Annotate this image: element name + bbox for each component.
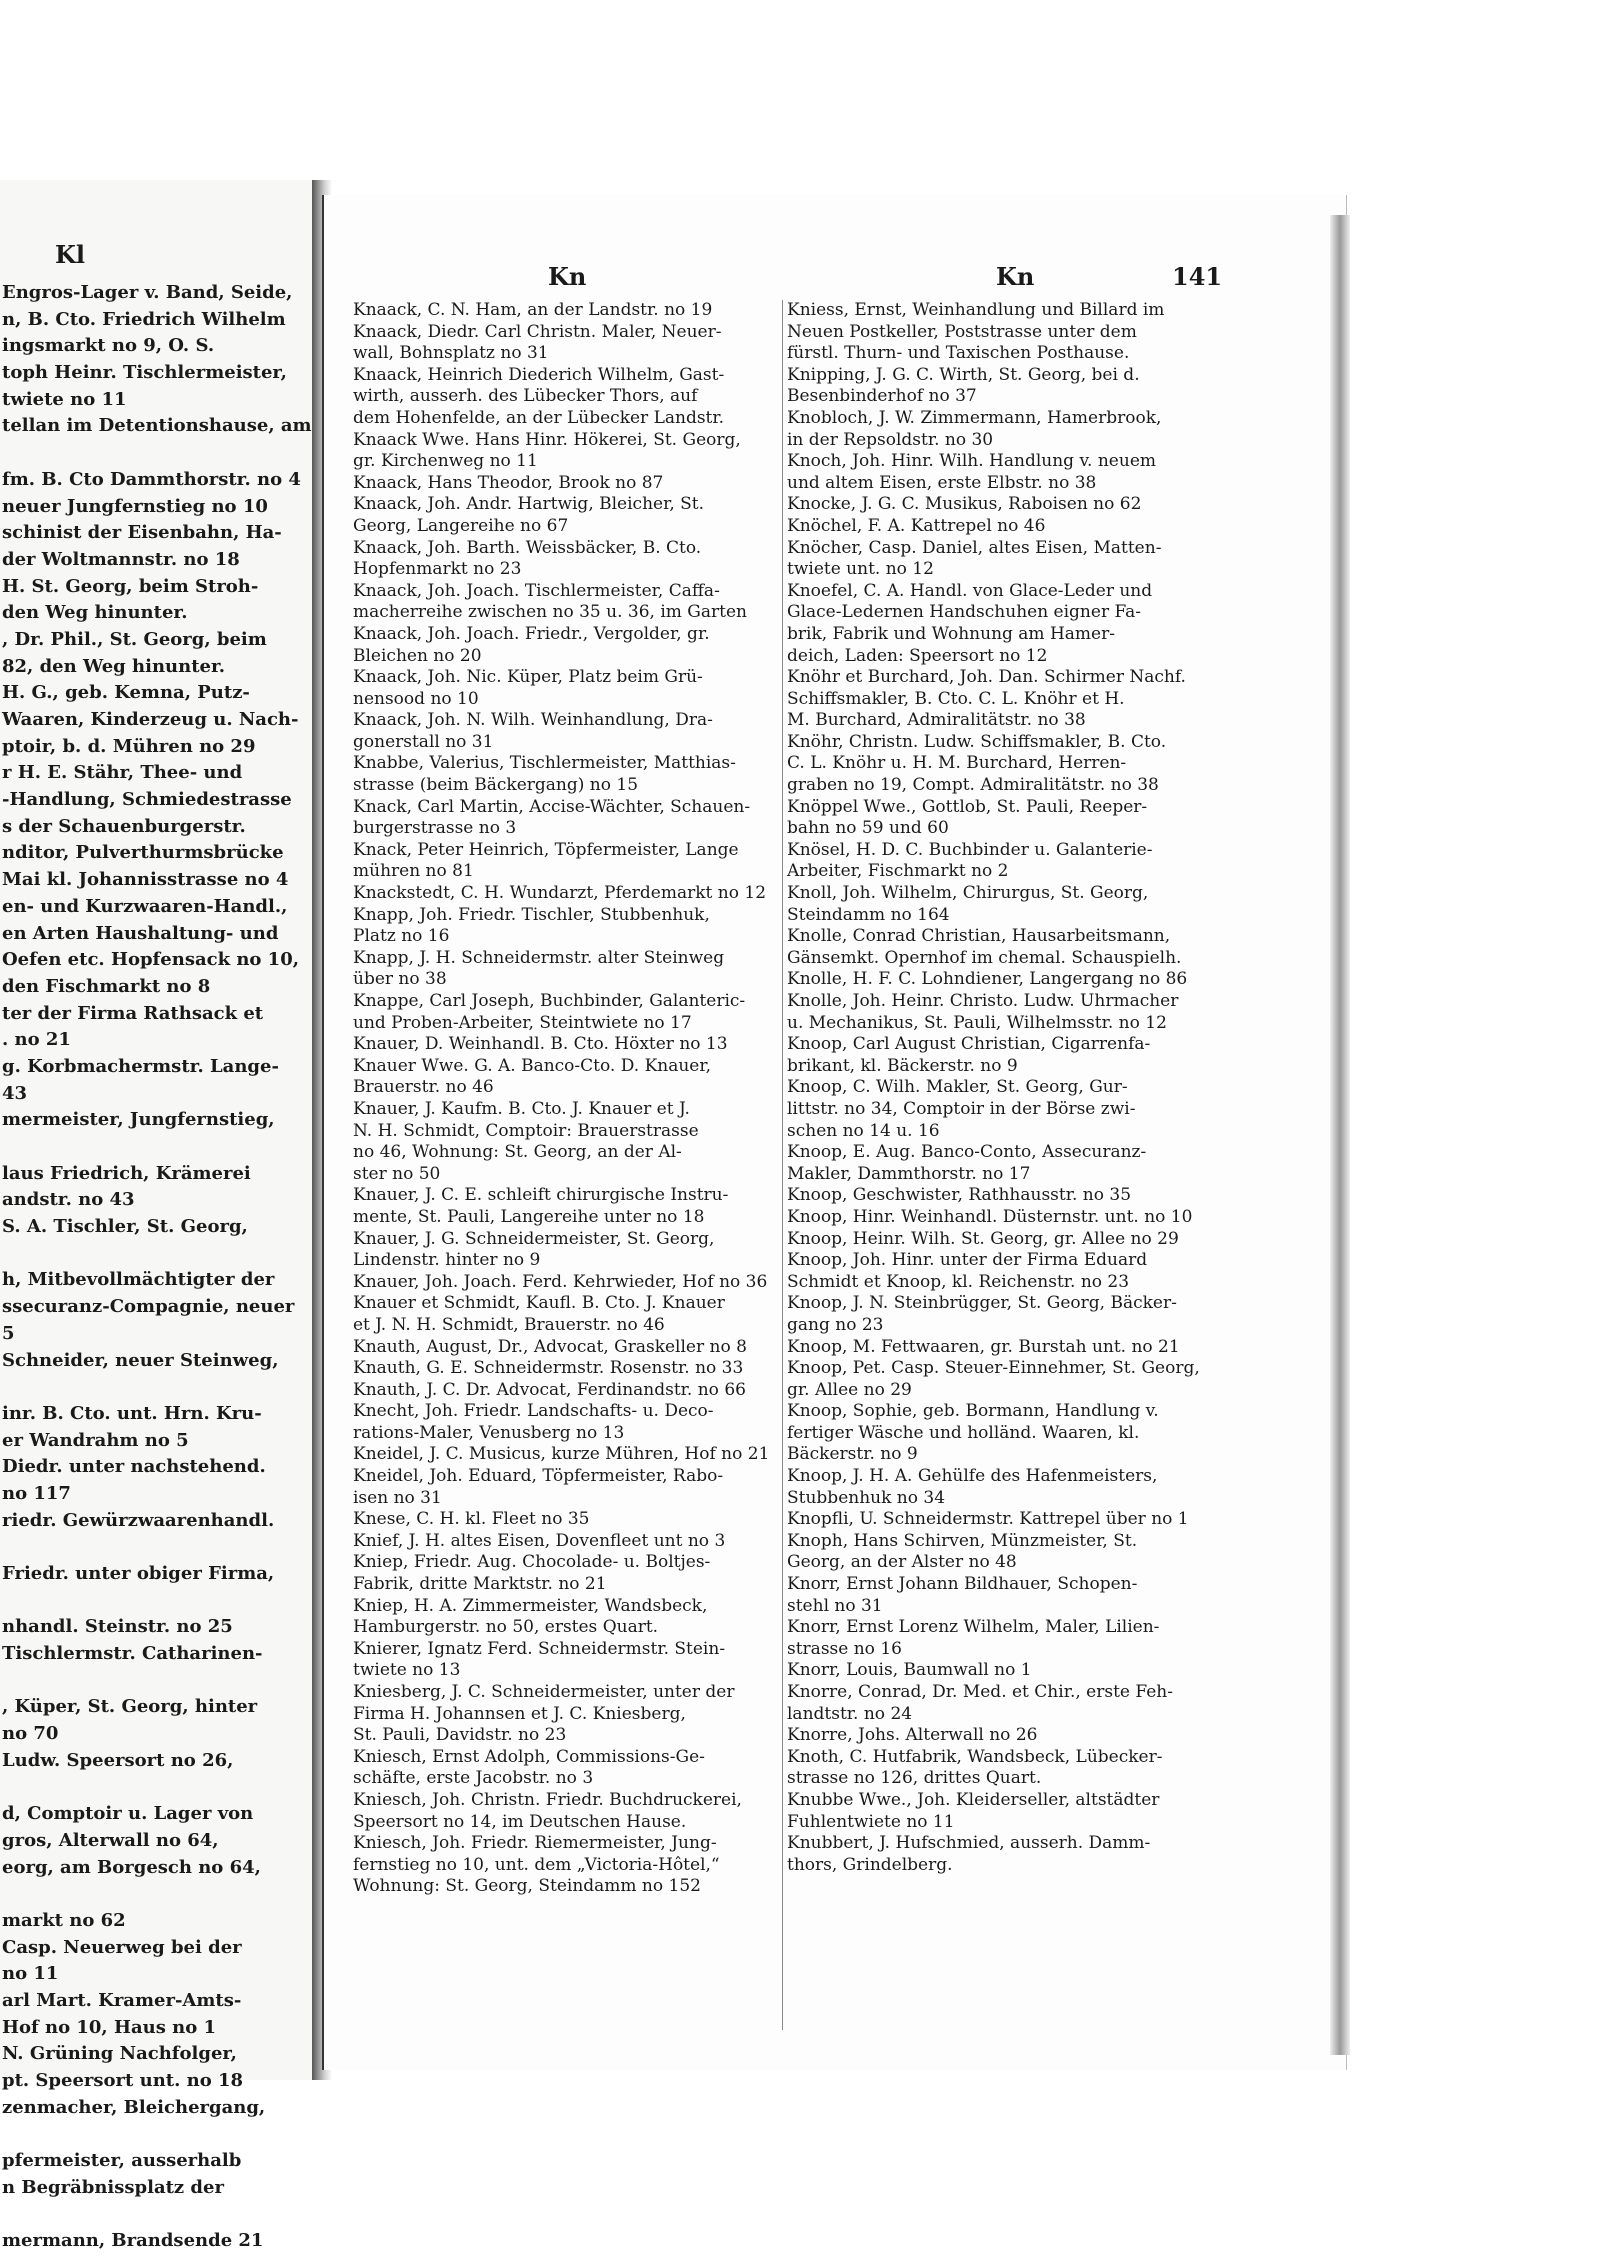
directory-entry-line: Schneider, neuer Steinweg,	[2, 1349, 279, 1371]
directory-entry-line: M. Burchard, Admiralitätstr. no 38	[787, 710, 1086, 731]
directory-entry-line: brikant, kl. Bäckerstr. no 9	[787, 1055, 1018, 1076]
directory-entry-line: , Dr. Phil., St. Georg, beim	[2, 628, 267, 650]
directory-entry-line: fm. B. Cto Dammthorstr. no 4	[2, 468, 301, 490]
directory-entry-line: mermeister, Jungfernstieg,	[2, 1109, 275, 1131]
directory-entry-line: C. L. Knöhr u. H. M. Burchard, Herren-	[787, 753, 1127, 774]
directory-entry-line: Makler, Dammthorstr. no 17	[787, 1163, 1031, 1184]
directory-entry-line: landtstr. no 24	[787, 1703, 913, 1724]
directory-entry-line: Knubbert, J. Hufschmied, ausserh. Damm-	[787, 1833, 1151, 1854]
directory-entry-line: ingsmarkt no 9, O. S.	[2, 335, 215, 357]
directory-entry-line: Knauer, J. C. E. schleift chirurgische Instru-	[353, 1185, 729, 1206]
directory-entry-line: Fuhlentwiete no 11	[787, 1811, 955, 1832]
directory-entry-line: arl Mart. Kramer-Amts-	[2, 1990, 242, 2011]
directory-entry-line: Hamburgerstr. no 50, erstes Quart.	[353, 1617, 659, 1638]
directory-entry-line: fertiger Wäsche und holländ. Waaren, kl.	[787, 1422, 1140, 1443]
directory-entry-line: Wohnung: St. Georg, Steindamm no 152	[353, 1876, 701, 1897]
directory-entry-line: wirth, ausserh. des Lübecker Thors, auf	[353, 386, 698, 407]
directory-entry-line: Knoop, Hinr. Weinhandl. Düsternstr. unt. no 10	[787, 1206, 1193, 1227]
directory-entry-line: pfermeister, ausserhalb	[2, 2150, 242, 2172]
directory-entry-line: über no 38	[353, 969, 447, 990]
directory-entry-line: Knief, J. H. altes Eisen, Dovenfleet unt no 3	[353, 1530, 726, 1551]
directory-entry-line: Knaack, Diedr. Carl Christn. Maler, Neuer-	[353, 321, 722, 342]
directory-entry-line: Knöhr, Christn. Ludw. Schiffsmakler, B. Cto.	[787, 731, 1167, 752]
directory-entry-line: Knobloch, J. W. Zimmermann, Hamerbrook,	[787, 407, 1162, 428]
directory-entry-line: Knolle, Conrad Christian, Hausarbeitsmann,	[787, 926, 1171, 947]
directory-entry-line: d, Comptoir u. Lager von	[2, 1803, 254, 1825]
directory-entry-line: Knoop, Joh. Hinr. unter der Firma Eduard	[787, 1250, 1148, 1271]
directory-entry-line: Tischlermstr. Catharinen-	[2, 1643, 263, 1665]
directory-entry-line: Knoop, J. H. A. Gehülfe des Hafenmeisters,	[787, 1466, 1158, 1487]
directory-entry-line: 5	[2, 1322, 15, 1344]
directory-entry-line: Hof no 10, Haus no 1	[2, 2016, 217, 2038]
directory-entry-line: Fabrik, dritte Marktstr. no 21	[353, 1574, 607, 1595]
directory-entry-line: und altem Eisen, erste Elbstr. no 38	[787, 472, 1097, 493]
directory-entry-line: Knierer, Ignatz Ferd. Schneidermstr. Stein-	[353, 1638, 726, 1659]
directory-entry-line	[2, 1374, 332, 1401]
directory-entry-line: zenmacher, Bleichergang,	[2, 2096, 266, 2118]
header-mid-letters: Kn	[996, 262, 1035, 291]
directory-entry-line: schinist der Eisenbahn, Ha-	[2, 522, 282, 544]
directory-entry-line: no 11	[2, 1963, 59, 1985]
directory-entry-line: Knöppel Wwe., Gottlob, St. Pauli, Reeper-	[787, 796, 1148, 817]
directory-entry-line: Knack, Peter Heinrich, Töpfermeister, Lange	[353, 839, 739, 860]
directory-entry-line: Neuen Postkeller, Poststrasse unter dem	[787, 321, 1137, 342]
directory-entry-line: Knorr, Ernst Johann Bildhauer, Schopen-	[787, 1574, 1138, 1595]
directory-entry-line: Knaack, Joh. Andr. Hartwig, Bleicher, St.	[353, 494, 705, 515]
directory-entry-line: N. H. Schmidt, Comptoir: Brauerstrasse	[353, 1120, 699, 1141]
directory-entry-line: H. G., geb. Kemna, Putz-	[2, 682, 250, 704]
directory-entry-line: twiete no 11	[2, 388, 127, 410]
directory-entry-line: Knorr, Ernst Lorenz Wilhelm, Maler, Lilien-	[787, 1617, 1160, 1638]
directory-entry-line: ssecuranz-Compagnie, neuer	[2, 1296, 295, 1318]
directory-entry-line: r H. E. Stähr, Thee- und	[2, 762, 243, 784]
directory-entry-line: rations-Maler, Venusberg no 13	[353, 1422, 625, 1443]
directory-entry-line: den Weg hinunter.	[2, 602, 188, 624]
directory-entry-line: Knocke, J. G. C. Musikus, Raboisen no 62	[787, 494, 1142, 515]
left-page-text	[2, 280, 332, 2255]
directory-entry-line: neuer Jungfernstieg no 10	[2, 495, 268, 517]
header-left-letters: Kn	[548, 262, 587, 291]
directory-entry-line: brik, Fabrik und Wohnung am Hamer-	[787, 623, 1115, 644]
directory-entry-line: Knaack, Heinrich Diederich Wilhelm, Gast-	[353, 364, 725, 385]
directory-entry-line: burgerstrasse no 3	[353, 818, 517, 839]
directory-entry-line: Mai kl. Johannisstrasse no 4	[2, 869, 289, 891]
directory-entry-line: Kneidel, Joh. Eduard, Töpfermeister, Rabo-	[353, 1466, 724, 1487]
column-divider	[782, 300, 783, 2030]
directory-entry-line: ptoir, b. d. Mühren no 29	[2, 735, 256, 757]
directory-entry-line: Knoop, C. Wilh. Makler, St. Georg, Gur-	[787, 1077, 1128, 1098]
directory-entry-line: en Arten Haushaltung- und	[2, 922, 279, 944]
directory-entry-line	[2, 1775, 332, 1802]
directory-entry-line: Engros-Lager v. Band, Seide,	[2, 282, 293, 303]
directory-entry-line	[2, 1588, 332, 1615]
directory-entry-line: Stubbenhuk no 34	[787, 1487, 946, 1508]
directory-entry-line: thors, Grindelberg.	[787, 1854, 953, 1875]
directory-entry-line: Diedr. unter nachstehend.	[2, 1456, 266, 1478]
directory-entry-line: mente, St. Pauli, Langereihe unter no 18	[353, 1206, 705, 1227]
directory-entry-line: Casp. Neuerweg bei der	[2, 1936, 242, 1958]
directory-entry-line: gr. Allee no 29	[787, 1379, 912, 1400]
directory-entry-line: Firma H. Johannsen et J. C. Kniesberg,	[353, 1703, 686, 1724]
directory-entry-line: Knoth, C. Hutfabrik, Wandsbeck, Lübecker-	[787, 1746, 1163, 1767]
directory-entry-line: littstr. no 34, Comptoir in der Börse zwi-	[787, 1098, 1136, 1119]
directory-entry-line: Steindamm no 164	[787, 904, 950, 925]
directory-entry-line: Knolle, Joh. Heinr. Christo. Ludw. Uhrmacher	[787, 991, 1179, 1011]
directory-entry-line: Knabbe, Valerius, Tischlermeister, Matthias-	[353, 753, 736, 774]
directory-entry-line: Kneidel, J. C. Musicus, kurze Mühren, Hof no 21	[353, 1444, 770, 1465]
directory-entry-line: Bleichen no 20	[353, 645, 482, 666]
directory-entry-line: Knaack Wwe. Hans Hinr. Hökerei, St. Georg,	[353, 429, 741, 450]
directory-entry-line: gang no 23	[787, 1314, 884, 1335]
directory-entry-line: Knaack, Joh. Nic. Küper, Platz beim Grü-	[353, 667, 703, 688]
directory-entry-line: Knauer, J. G. Schneidermeister, St. Georg,	[353, 1228, 715, 1249]
directory-entry-line: laus Friedrich, Krämerei	[2, 1162, 251, 1184]
directory-entry-line: Georg, Langereihe no 67	[353, 515, 569, 536]
directory-entry-line: ter der Firma Rathsack et	[2, 1002, 264, 1024]
directory-entry-line: Knorre, Johs. Alterwall no 26	[787, 1725, 1038, 1746]
directory-entry-line: wall, Bohnsplatz no 31	[353, 343, 549, 364]
directory-column-right	[787, 300, 1212, 1876]
directory-entry-line: Knoefel, C. A. Handl. von Glace-Leder und	[787, 580, 1153, 601]
directory-entry-line: Kniesch, Joh. Friedr. Riemermeister, Jung-	[353, 1833, 717, 1854]
directory-entry-line: N. Grüning Nachfolger,	[2, 2043, 237, 2065]
directory-entry-line: nditor, Pulverthurmsbrücke	[2, 842, 284, 864]
directory-entry-line: Ludw. Speersort no 26,	[2, 1749, 234, 1771]
directory-entry-line: Knorr, Louis, Baumwall no 1	[787, 1660, 1032, 1681]
directory-entry-line: . no 21	[2, 1029, 71, 1051]
directory-entry-line: h, Mitbevollmächtigter der	[2, 1269, 275, 1291]
directory-entry-line: Georg, an der Alster no 48	[787, 1552, 1017, 1573]
directory-entry-line: Knaack, C. N. Ham, an der Landstr. no 19	[353, 300, 713, 320]
directory-entry-line: en- und Kurzwaaren-Handl.,	[2, 895, 288, 917]
directory-entry-line: Gänsemkt. Opernhof im chemal. Schauspielh.	[787, 947, 1182, 968]
directory-entry-line	[2, 1534, 332, 1561]
directory-entry-line: Knauer, Joh. Joach. Ferd. Kehrwieder, Hof no 36	[353, 1271, 768, 1292]
directory-entry-line: Knaack, Joh. Barth. Weissbäcker, B. Cto.	[353, 537, 702, 558]
directory-entry-line: stehl no 31	[787, 1595, 883, 1616]
directory-entry-line: macherreihe zwischen no 35 u. 36, im Garten	[353, 602, 747, 623]
directory-entry-line: gonerstall no 31	[353, 731, 494, 752]
directory-entry-line: , Küper, St. Georg, hinter	[2, 1696, 258, 1718]
directory-entry-line: Knecht, Joh. Friedr. Landschafts- u. Deco-	[353, 1401, 714, 1422]
directory-entry-line: der Woltmannstr. no 18	[2, 548, 240, 570]
directory-entry-line: Schiffsmakler, B. Cto. C. L. Knöhr et H.	[787, 688, 1125, 709]
directory-entry-line: Knopfli, U. Schneidermstr. Kattrepel über no 1	[787, 1509, 1189, 1530]
directory-entry-line: no 70	[2, 1723, 59, 1745]
directory-entry-line: n, B. Cto. Friedrich Wilhelm	[2, 308, 286, 330]
directory-entry-line: Knipping, J. G. C. Wirth, St. Georg, bei d.	[787, 364, 1140, 385]
directory-entry-line: Knoph, Hans Schirven, Münzmeister, St.	[787, 1530, 1138, 1551]
directory-entry-line: Knoll, Joh. Wilhelm, Chirurgus, St. Georg,	[787, 883, 1149, 904]
directory-entry-line: inr. B. Cto. unt. Hrn. Kru-	[2, 1402, 262, 1424]
directory-entry-line: Knoop, Heinr. Wilh. St. Georg, gr. Allee no 29	[787, 1228, 1179, 1249]
directory-entry-line: Hopfenmarkt no 23	[353, 559, 522, 580]
directory-entry-line	[2, 1668, 332, 1695]
directory-entry-line	[2, 1881, 332, 1908]
directory-entry-line: dem Hohenfelde, an der Lübecker Landstr.	[353, 407, 725, 428]
directory-entry-line: deich, Laden: Speersort no 12	[787, 645, 1048, 666]
directory-entry-line: Brauerstr. no 46	[353, 1077, 494, 1098]
directory-entry-line: et J. N. H. Schmidt, Brauerstr. no 46	[353, 1314, 665, 1335]
directory-entry-line: Knese, C. H. kl. Fleet no 35	[353, 1509, 590, 1530]
directory-entry-line: Knapp, Joh. Friedr. Tischler, Stubbenhuk,	[353, 904, 710, 925]
directory-entry-line: Knauth, G. E. Schneidermstr. Rosenstr. no 33	[353, 1358, 744, 1379]
directory-entry-line: schen no 14 u. 16	[787, 1120, 940, 1141]
directory-entry-line	[2, 2202, 332, 2229]
directory-entry-line: twiete unt. no 12	[787, 559, 934, 580]
directory-entry-line: tellan im Detentionshause, am	[2, 415, 312, 437]
directory-entry-line: Knauer, J. Kaufm. B. Cto. J. Knauer et J.	[353, 1098, 690, 1119]
directory-entry-line: Knöcher, Casp. Daniel, altes Eisen, Matten-	[787, 537, 1162, 558]
directory-column-left	[353, 300, 778, 1898]
directory-entry-line: Knauer, D. Weinhandl. B. Cto. Höxter no 13	[353, 1034, 728, 1055]
directory-entry-line: Knackstedt, C. H. Wundarzt, Pferdemarkt no 12	[353, 883, 767, 904]
directory-entry-line: Kniess, Ernst, Weinhandlung und Billard im	[787, 300, 1165, 320]
directory-entry-line: schäfte, erste Jacobstr. no 3	[353, 1768, 594, 1789]
directory-entry-line: Kniep, H. A. Zimmermeister, Wandsbeck,	[353, 1595, 708, 1616]
directory-entry-line: Besenbinderhof no 37	[787, 386, 977, 407]
directory-entry-line: riedr. Gewürzwaarenhandl.	[2, 1509, 275, 1531]
left-page	[0, 180, 314, 2252]
directory-entry-line: 82, den Weg hinunter.	[2, 655, 226, 677]
directory-entry-line: Knapp, J. H. Schneidermstr. alter Steinweg	[353, 947, 725, 968]
directory-entry-line: Knöhr et Burchard, Joh. Dan. Schirmer Nachf.	[787, 667, 1186, 688]
directory-entry-line: Knaack, Joh. Joach. Friedr., Vergolder, gr.	[353, 623, 710, 644]
directory-entry-line: twiete no 13	[353, 1660, 461, 1681]
directory-entry-line: Knolle, H. F. C. Lohndiener, Langergang no 86	[787, 969, 1188, 990]
directory-entry-line: Knoch, Joh. Hinr. Wilh. Handlung v. neuem	[787, 451, 1156, 472]
directory-entry-line: fürstl. Thurn- und Taxischen Posthause.	[787, 343, 1130, 364]
directory-entry-line: Knaack, Hans Theodor, Brook no 87	[353, 472, 664, 493]
directory-entry-line: Glace-Ledernen Handschuhen eigner Fa-	[787, 602, 1141, 623]
directory-entry-line: Knorre, Conrad, Dr. Med. et Chir., erste Feh-	[787, 1682, 1173, 1702]
directory-entry-line: Knaack, Joh. N. Wilh. Weinhandlung, Dra-	[353, 710, 713, 731]
directory-entry-line: 43	[2, 1082, 28, 1104]
directory-entry-line	[2, 1134, 332, 1161]
directory-entry-line: Knack, Carl Martin, Accise-Wächter, Schauen-	[353, 796, 751, 817]
directory-entry-line: H. St. Georg, beim Stroh-	[2, 575, 259, 597]
directory-entry-line: Knauer et Schmidt, Kaufl. B. Cto. J. Knauer	[353, 1293, 725, 1314]
directory-entry-line: u. Mechanikus, St. Pauli, Wilhelmsstr. no 12	[787, 1012, 1167, 1033]
directory-entry-line: Kniep, Friedr. Aug. Chocolade- u. Boltjes-	[353, 1552, 711, 1573]
directory-entry-line: pt. Speersort unt. no 18	[2, 2070, 244, 2092]
directory-entry-line: g. Korbmachermstr. Lange-	[2, 1055, 279, 1077]
directory-entry-line: eorg, am Borgesch no 64,	[2, 1856, 261, 1878]
directory-entry-line: no 117	[2, 1482, 71, 1504]
directory-entry-line: und Proben-Arbeiter, Steintwiete no 17	[353, 1012, 692, 1033]
page-number: 141	[1172, 262, 1223, 291]
directory-entry-line: Kniesch, Joh. Christn. Friedr. Buchdruckerei,	[353, 1789, 742, 1810]
directory-entry-line: er Wandrahm no 5	[2, 1429, 189, 1451]
directory-entry-line: Knoop, E. Aug. Banco-Conto, Assecuranz-	[787, 1142, 1147, 1163]
directory-entry-line: Knappe, Carl Joseph, Buchbinder, Galanteric-	[353, 991, 746, 1011]
directory-entry-line: mühren no 81	[353, 861, 474, 882]
directory-entry-line: Knubbe Wwe., Joh. Kleiderseller, altstädter	[787, 1789, 1160, 1810]
directory-entry-line: Lindenstr. hinter no 9	[353, 1250, 541, 1271]
directory-entry-line: Speersort no 14, im Deutschen Hause.	[353, 1811, 687, 1832]
directory-entry-line: nhandl. Steinstr. no 25	[2, 1616, 233, 1638]
directory-entry-line: Knoop, Pet. Casp. Steuer-Einnehmer, St. Georg,	[787, 1358, 1200, 1379]
page-edge	[1330, 215, 1350, 2055]
directory-entry-line: Waaren, Kinderzeug u. Nach-	[2, 709, 299, 730]
directory-entry-line: Platz no 16	[353, 926, 450, 947]
directory-entry-line: Oefen etc. Hopfensack no 10,	[2, 949, 299, 971]
directory-entry-line: fernstieg no 10, unt. dem „Victoria-Hôtel,“	[353, 1854, 720, 1875]
directory-entry-line: Knösel, H. D. C. Buchbinder u. Galanterie-	[787, 839, 1153, 860]
directory-entry-line: strasse (beim Bäckergang) no 15	[353, 775, 639, 796]
directory-entry-line: mermann, Brandsende 21	[2, 2230, 264, 2252]
directory-entry-line: isen no 31	[353, 1487, 442, 1508]
directory-entry-line: Bäckerstr. no 9	[787, 1444, 918, 1465]
directory-entry-line: strasse no 126, drittes Quart.	[787, 1768, 1042, 1789]
directory-entry-line: Knauth, August, Dr., Advocat, Graskeller no 8	[353, 1336, 747, 1357]
directory-entry-line: Knauth, J. C. Dr. Advocat, Ferdinandstr. no 66	[353, 1379, 746, 1400]
left-page-header: Kl	[55, 240, 85, 269]
directory-entry-line: Knauer Wwe. G. A. Banco-Cto. D. Knauer,	[353, 1055, 712, 1076]
directory-entry-line: Friedr. unter obiger Firma,	[2, 1563, 275, 1584]
directory-entry-line: no 46, Wohnung: St. Georg, an der Al-	[353, 1142, 682, 1163]
directory-entry-line: -Handlung, Schmiedestrasse	[2, 789, 292, 811]
directory-entry-line: den Fischmarkt no 8	[2, 975, 211, 997]
directory-entry-line: markt no 62	[2, 1909, 126, 1931]
directory-entry-line: bahn no 59 und 60	[787, 818, 949, 839]
directory-entry-line: gros, Alterwall no 64,	[2, 1829, 219, 1851]
directory-entry-line: nensood no 10	[353, 688, 479, 709]
directory-entry-line: ster no 50	[353, 1163, 441, 1184]
directory-entry-line: Knoop, M. Fettwaaren, gr. Burstah unt. no 21	[787, 1336, 1180, 1357]
directory-entry-line	[2, 1241, 332, 1268]
directory-entry-line: St. Pauli, Davidstr. no 23	[353, 1725, 567, 1746]
directory-entry-line: andstr. no 43	[2, 1189, 135, 1211]
directory-entry-line: toph Heinr. Tischlermeister,	[2, 362, 287, 384]
directory-entry-line: Knöchel, F. A. Kattrepel no 46	[787, 515, 1046, 536]
directory-entry-line: s der Schauenburgerstr.	[2, 815, 246, 837]
directory-entry-line: Schmidt et Knoop, kl. Reichenstr. no 23	[787, 1271, 1130, 1292]
directory-entry-line: Kniesberg, J. C. Schneidermeister, unter der	[353, 1682, 735, 1702]
directory-entry-line: in der Repsoldstr. no 30	[787, 429, 994, 450]
directory-entry-line: strasse no 16	[787, 1638, 902, 1659]
directory-entry-line: n Begräbnissplatz der	[2, 2176, 224, 2198]
directory-entry-line	[2, 440, 332, 467]
directory-entry-line: Knoop, Geschwister, Rathhausstr. no 35	[787, 1185, 1132, 1206]
directory-entry-line: Kniesch, Ernst Adolph, Commissions-Ge-	[353, 1746, 705, 1767]
directory-entry-line: Knaack, Joh. Joach. Tischlermeister, Caffa-	[353, 580, 720, 601]
directory-entry-line: Knoop, J. N. Steinbrügger, St. Georg, Bäcker-	[787, 1293, 1177, 1314]
directory-entry-line: gr. Kirchenweg no 11	[353, 451, 538, 472]
directory-entry-line	[2, 2121, 332, 2148]
directory-entry-line: Knoop, Sophie, geb. Bormann, Handlung v.	[787, 1401, 1159, 1422]
directory-entry-line: Arbeiter, Fischmarkt no 2	[787, 861, 1009, 882]
directory-entry-line: S. A. Tischler, St. Georg,	[2, 1216, 248, 1238]
directory-entry-line: graben no 19, Compt. Admiralitätstr. no 38	[787, 775, 1159, 796]
directory-entry-line: Knoop, Carl August Christian, Cigarrenfa-	[787, 1034, 1151, 1055]
